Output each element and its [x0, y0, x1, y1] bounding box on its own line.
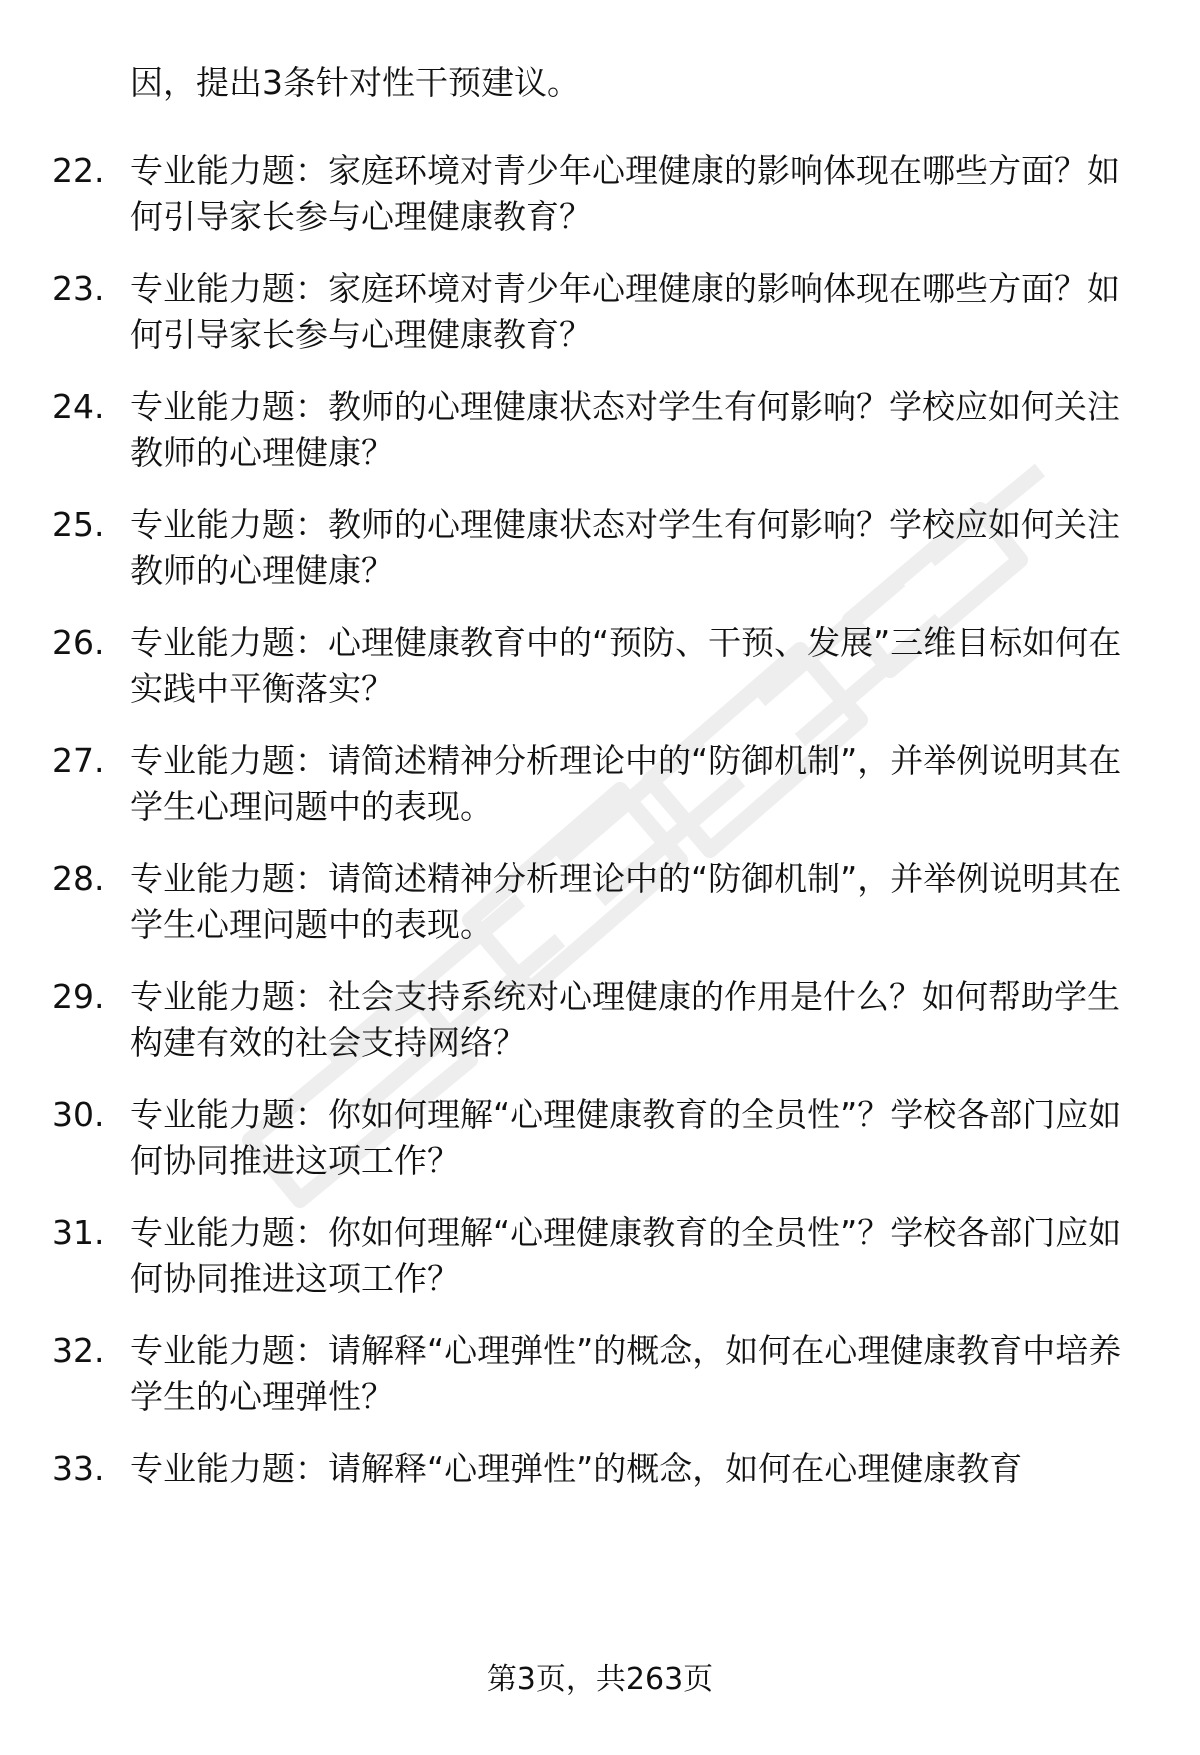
item-number: 23.: [52, 269, 105, 308]
item-number: 22.: [52, 151, 105, 190]
item-number: 33.: [52, 1449, 105, 1488]
item-number: 25.: [52, 505, 105, 544]
item-number: 24.: [52, 387, 105, 426]
item-text: 专业能力题：请简述精神分析理论中的“防御机制”，并举例说明其在学生心理问题中的表现。: [130, 859, 1122, 944]
item-text: 专业能力题：社会支持系统对心理健康的作用是什么？如何帮助学生构建有效的社会支持网络？: [130, 977, 1120, 1062]
item-text: 专业能力题：教师的心理健康状态对学生有何影响？学校应如何关注教师的心理健康？: [130, 505, 1120, 590]
item-text: 专业能力题：心理健康教育中的“预防、干预、发展”三维目标如何在实践中平衡落实？: [130, 623, 1122, 708]
item-text: 专业能力题：教师的心理健康状态对学生有何影响？学校应如何关注教师的心理健康？: [130, 387, 1120, 472]
item-number: 26.: [52, 623, 105, 662]
item-number: 27.: [52, 741, 105, 780]
item-text: 专业能力题：请解释“心理弹性”的概念，如何在心理健康教育: [130, 1449, 1023, 1488]
continuation-line: 因，提出3条针对性干预建议。: [130, 63, 580, 102]
item-text: 专业能力题：你如何理解“心理健康教育的全员性”？学校各部门应如何协同推进这项工作？: [130, 1095, 1122, 1180]
item-text: 专业能力题：家庭环境对青少年心理健康的影响体现在哪些方面？如何引导家长参与心理健康教育？: [130, 151, 1120, 236]
item-number: 29.: [52, 977, 105, 1016]
item-text: 专业能力题：请简述精神分析理论中的“防御机制”，并举例说明其在学生心理问题中的表现。: [130, 741, 1122, 826]
item-text: 专业能力题：家庭环境对青少年心理健康的影响体现在哪些方面？如何引导家长参与心理健康教育？: [130, 269, 1120, 354]
item-number: 32.: [52, 1331, 105, 1370]
item-number: 28.: [52, 859, 105, 898]
page-number-footer: 第3页，共263页: [486, 1662, 714, 1697]
item-number: 30.: [52, 1095, 105, 1134]
item-text: 专业能力题：请解释“心理弹性”的概念，如何在心理健康教育中培养学生的心理弹性？: [130, 1331, 1122, 1416]
item-number: 31.: [52, 1213, 105, 1252]
item-text: 专业能力题：你如何理解“心理健康教育的全员性”？学校各部门应如何协同推进这项工作？: [130, 1213, 1122, 1298]
